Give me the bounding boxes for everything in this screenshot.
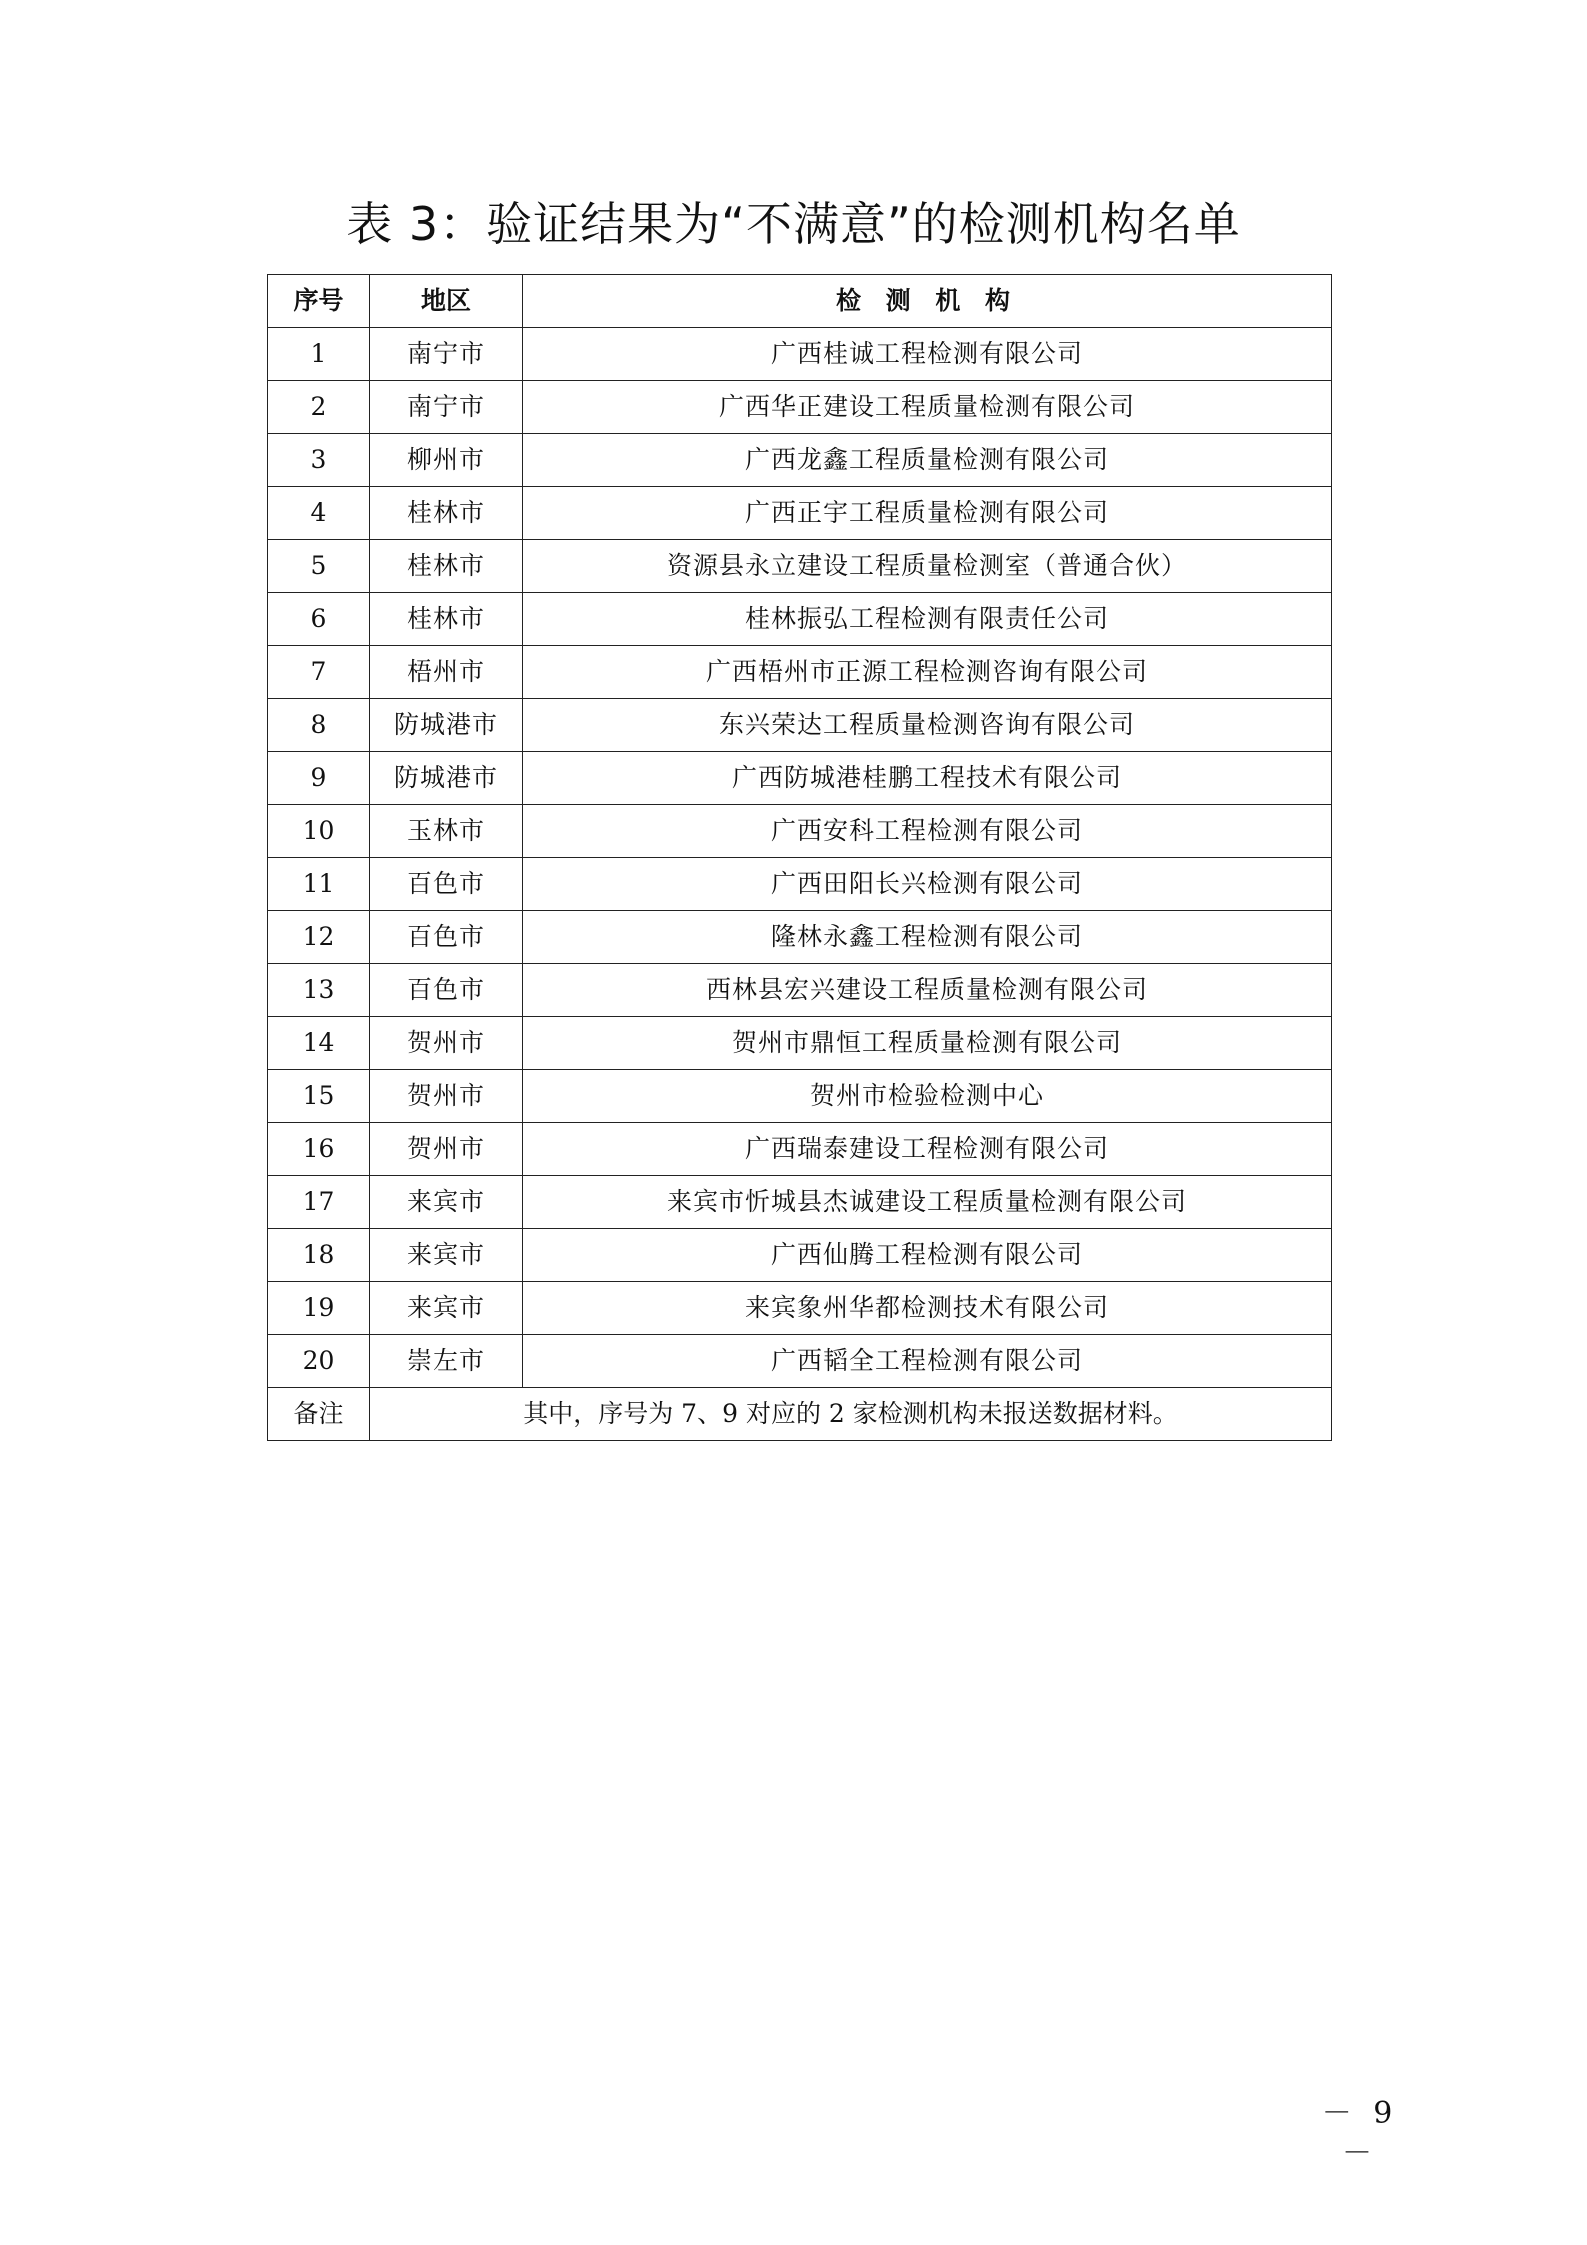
table-row — [268, 381, 1332, 434]
cell-region: 桂林市 — [370, 487, 523, 540]
table-row — [268, 1335, 1332, 1388]
table-row — [268, 646, 1332, 699]
cell-index: 18 — [268, 1229, 370, 1282]
cell-region: 贺州市 — [370, 1017, 523, 1070]
cell-organization: 来宾市忻城县杰诚建设工程质量检测有限公司 — [523, 1176, 1332, 1229]
header-organization: 检 测 机 构 — [523, 275, 1332, 328]
cell-organization: 隆林永鑫工程检测有限公司 — [523, 911, 1332, 964]
cell-region: 桂林市 — [370, 540, 523, 593]
table-header-row — [268, 275, 1332, 328]
table-row — [268, 1123, 1332, 1176]
document-title: 表 3：验证结果为“不满意”的检测机构名单 — [346, 197, 1241, 251]
cell-index: 7 — [268, 646, 370, 699]
cell-region: 来宾市 — [370, 1176, 523, 1229]
cell-organization: 东兴荣达工程质量检测咨询有限公司 — [523, 699, 1332, 752]
cell-region: 百色市 — [370, 911, 523, 964]
table-row — [268, 1282, 1332, 1335]
table-row — [268, 858, 1332, 911]
header-region: 地区 — [370, 275, 523, 328]
cell-organization: 广西安科工程检测有限公司 — [523, 805, 1332, 858]
cell-organization: 广西正宇工程质量检测有限公司 — [523, 487, 1332, 540]
header-index: 序号 — [268, 275, 370, 328]
cell-index: 8 — [268, 699, 370, 752]
table-row — [268, 540, 1332, 593]
table-row — [268, 699, 1332, 752]
table-row — [268, 964, 1332, 1017]
cell-region: 百色市 — [370, 858, 523, 911]
cell-organization: 广西田阳长兴检测有限公司 — [523, 858, 1332, 911]
cell-organization: 桂林振弘工程检测有限责任公司 — [523, 593, 1332, 646]
cell-region: 百色市 — [370, 964, 523, 1017]
cell-index: 6 — [268, 593, 370, 646]
cell-index: 1 — [268, 328, 370, 381]
cell-organization: 广西龙鑫工程质量检测有限公司 — [523, 434, 1332, 487]
table-row — [268, 1176, 1332, 1229]
cell-index: 15 — [268, 1070, 370, 1123]
table-row — [268, 434, 1332, 487]
cell-region: 贺州市 — [370, 1070, 523, 1123]
cell-region: 南宁市 — [370, 328, 523, 381]
cell-organization: 广西仙腾工程检测有限公司 — [523, 1229, 1332, 1282]
organization-table — [267, 274, 1332, 1441]
cell-region: 来宾市 — [370, 1282, 523, 1335]
cell-region: 桂林市 — [370, 593, 523, 646]
cell-index: 14 — [268, 1017, 370, 1070]
cell-index: 12 — [268, 911, 370, 964]
cell-organization: 广西华正建设工程质量检测有限公司 — [523, 381, 1332, 434]
cell-organization: 广西防城港桂鹏工程技术有限公司 — [523, 752, 1332, 805]
cell-index: 10 — [268, 805, 370, 858]
cell-index: 5 — [268, 540, 370, 593]
cell-organization: 广西梧州市正源工程检测咨询有限公司 — [523, 646, 1332, 699]
table-row — [268, 1229, 1332, 1282]
cell-index: 3 — [268, 434, 370, 487]
cell-index: 9 — [268, 752, 370, 805]
cell-organization: 广西桂诚工程检测有限公司 — [523, 328, 1332, 381]
cell-organization: 贺州市检验检测中心 — [523, 1070, 1332, 1123]
table-row — [268, 593, 1332, 646]
cell-organization: 贺州市鼎恒工程质量检测有限公司 — [523, 1017, 1332, 1070]
cell-region: 柳州市 — [370, 434, 523, 487]
cell-region: 南宁市 — [370, 381, 523, 434]
table-body — [268, 328, 1332, 1441]
remark-label: 备注 — [268, 1388, 370, 1441]
cell-organization: 来宾象州华都检测技术有限公司 — [523, 1282, 1332, 1335]
cell-region: 来宾市 — [370, 1229, 523, 1282]
cell-index: 13 — [268, 964, 370, 1017]
remark-text: 其中，序号为 7、9 对应的 2 家检测机构未报送数据材料。 — [370, 1388, 1332, 1441]
cell-region: 玉林市 — [370, 805, 523, 858]
table-row — [268, 328, 1332, 381]
cell-organization: 广西韬全工程检测有限公司 — [523, 1335, 1332, 1388]
page-number: － 9 － — [1321, 2096, 1399, 2171]
table-row — [268, 911, 1332, 964]
table-row — [268, 487, 1332, 540]
table-row — [268, 805, 1332, 858]
cell-region: 贺州市 — [370, 1123, 523, 1176]
cell-index: 19 — [268, 1282, 370, 1335]
table-row — [268, 1070, 1332, 1123]
cell-organization: 资源县永立建设工程质量检测室（普通合伙） — [523, 540, 1332, 593]
cell-region: 崇左市 — [370, 1335, 523, 1388]
cell-index: 4 — [268, 487, 370, 540]
cell-organization: 广西瑞泰建设工程检测有限公司 — [523, 1123, 1332, 1176]
cell-region: 防城港市 — [370, 699, 523, 752]
cell-index: 20 — [268, 1335, 370, 1388]
cell-index: 11 — [268, 858, 370, 911]
cell-organization: 西林县宏兴建设工程质量检测有限公司 — [523, 964, 1332, 1017]
cell-index: 16 — [268, 1123, 370, 1176]
cell-region: 梧州市 — [370, 646, 523, 699]
table-row — [268, 752, 1332, 805]
table-row — [268, 1017, 1332, 1070]
remark-row — [268, 1388, 1332, 1441]
cell-index: 17 — [268, 1176, 370, 1229]
cell-index: 2 — [268, 381, 370, 434]
cell-region: 防城港市 — [370, 752, 523, 805]
